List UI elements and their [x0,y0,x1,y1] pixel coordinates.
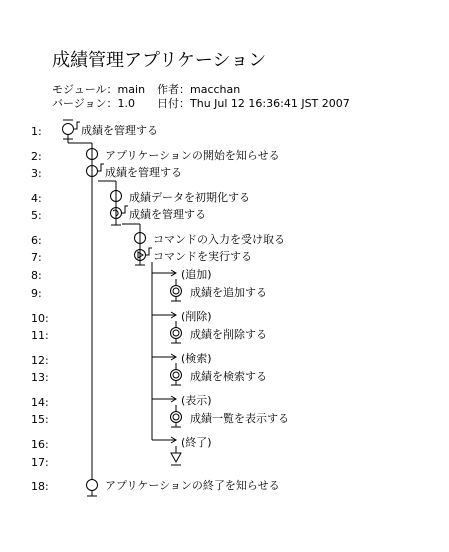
line-number: 9: [31,287,42,300]
case-label: (削除) [181,310,212,323]
branch-arrow [152,270,176,276]
line-number: 8: [31,269,42,282]
step-label: 成績を管理する [81,124,158,137]
branch-arrow [152,437,176,443]
step-label: アプリケーションの終了を知らせる [105,479,280,492]
step-label: コマンドを実行する [153,250,252,263]
branch-arrow [152,396,176,402]
step-label: 成績を管理する [105,166,182,179]
line-number: 10: [31,312,49,325]
process-node [87,480,98,497]
diagram-title: 成績管理アプリケーション [52,50,267,71]
module-call-node [171,363,182,385]
select-node [135,248,153,265]
version-label: バージョン：1.0 [52,97,136,110]
module-call-node [171,321,182,343]
line-number: 13: [31,371,49,384]
step-label: コマンドの入力を受け取る [153,233,285,246]
line-number: 12: [31,354,49,367]
module-label: モジュール：main [52,83,146,96]
case-label: (検索) [181,352,212,365]
line-number: 4: [31,192,42,205]
line-number: 6: [31,234,42,247]
line-number: 16: [31,438,49,451]
line-number: 3: [31,167,42,180]
line-number: 2: [31,150,42,163]
exit-node [171,446,181,465]
module-call-node [171,279,182,301]
line-number: 7: [31,251,42,264]
step-label: 成績データを初期化する [129,191,250,204]
process-node [87,164,105,177]
step-label: 成績を削除する [190,328,267,341]
step-label: アプリケーションの開始を知らせる [105,149,280,162]
line-number: 15: [31,413,49,426]
step-label: 成績を追加する [190,286,267,299]
line-number: 18: [31,480,49,493]
branch-arrow [152,312,176,318]
line-number: 1: [31,125,42,138]
process-node [63,120,81,139]
case-label: (追加) [181,268,212,281]
line-number: 11: [31,329,49,342]
case-label: (表示) [181,394,212,407]
line-number: 17: [31,456,49,469]
author-label: 作者：macchan [157,83,241,96]
step-label: 成績一覧を表示する [190,412,289,425]
line-number: 5: [31,209,42,222]
date-label: 日付：Thu Jul 12 16:36:41 JST 2007 [157,97,350,110]
loop-node [111,206,129,225]
step-label: 成績を検索する [190,370,267,383]
step-label: 成績を管理する [129,208,206,221]
module-call-node [171,405,182,427]
branch-arrow [152,354,176,360]
line-number: 14: [31,396,49,409]
case-label: (終了) [181,436,212,449]
